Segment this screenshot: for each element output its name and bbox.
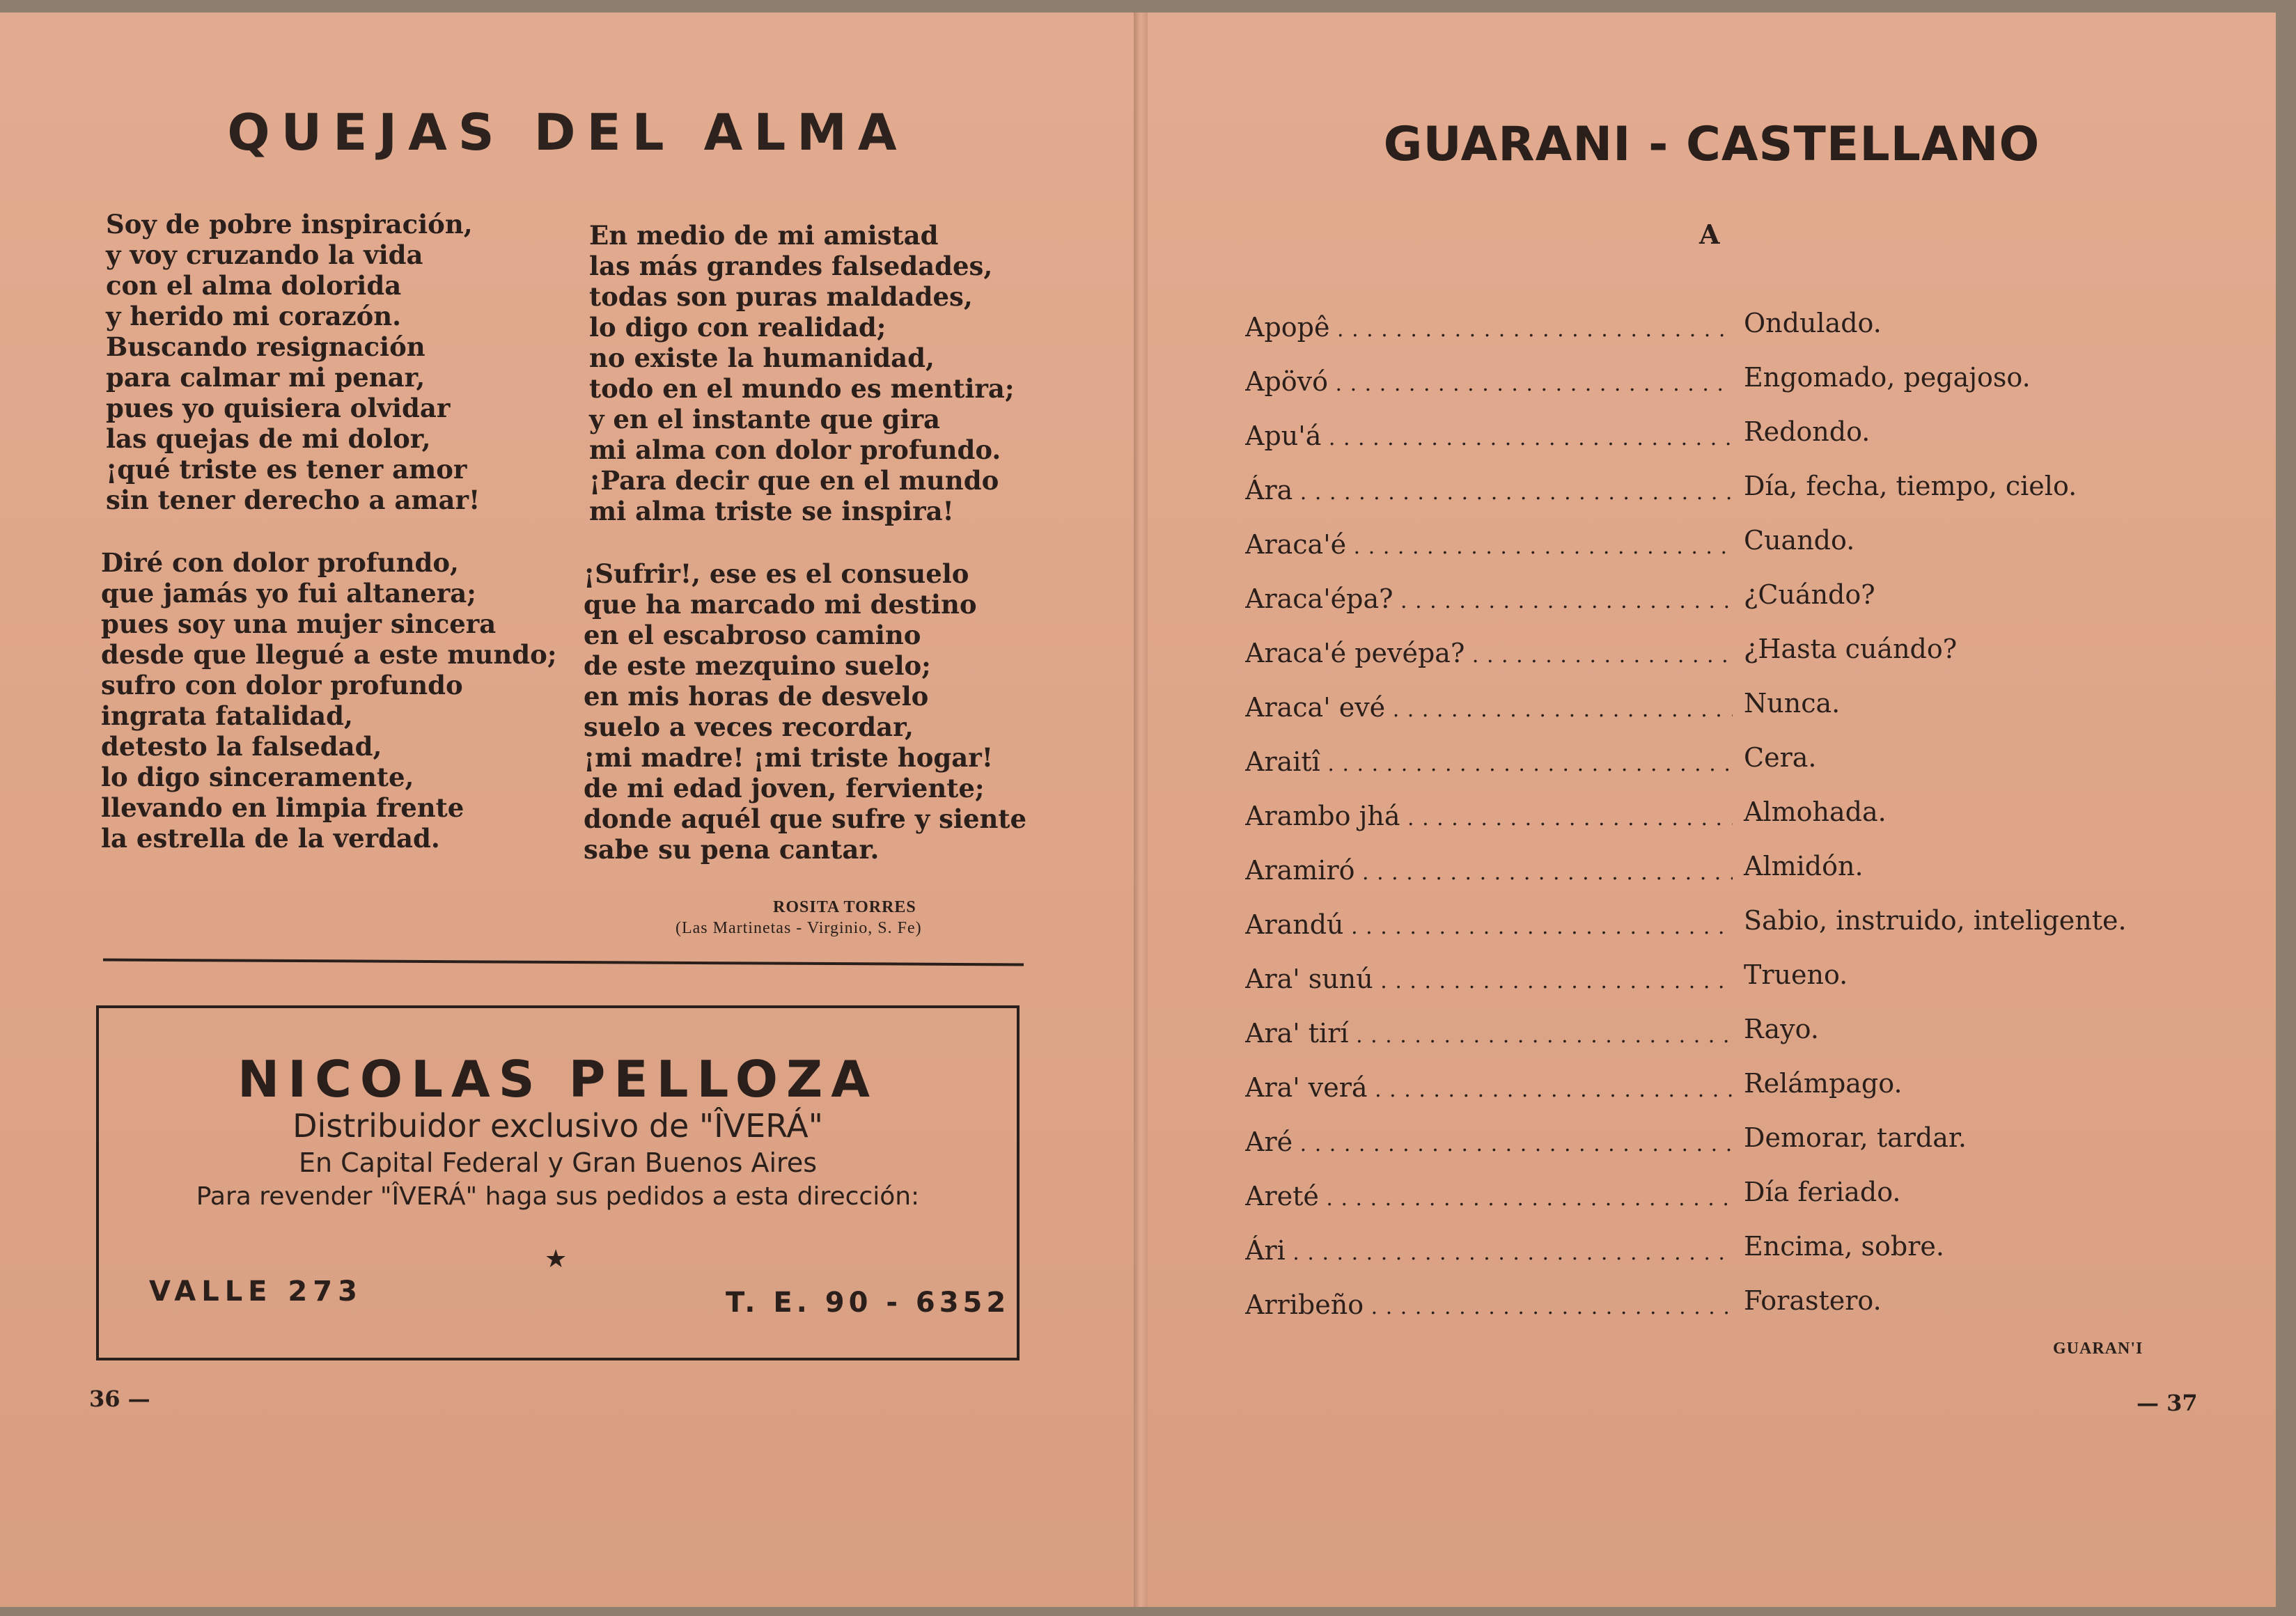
poem-line: las más grandes falsedades, — [589, 251, 993, 281]
poem-line: ingrata fatalidad, — [101, 700, 353, 731]
poem-line: lo digo con realidad; — [589, 312, 887, 343]
poem-line: lo digo sinceramente, — [101, 762, 414, 792]
spanish-definition: ¿Cuándo? — [1744, 579, 1875, 610]
poem-author-location: (Las Martinetas - Virginio, S. Fe) — [675, 919, 922, 937]
poem-line: detesto la falsedad, — [101, 731, 382, 762]
poem-stanza — [589, 220, 1015, 526]
guarani-term: Ara' sunú . . . — [1245, 964, 1733, 998]
dictionary-entry — [1245, 1004, 2262, 1058]
dictionary-entry — [1245, 1058, 2262, 1113]
spanish-definition: Relámpago. — [1744, 1068, 1903, 1099]
page-number-right: — 37 — [2137, 1390, 2198, 1416]
poem-line: ¡Sufrir!, ese es el consuelo — [584, 558, 969, 589]
dictionary-entry — [1245, 841, 2262, 895]
poem-line: con el alma dolorida — [106, 270, 402, 301]
advertisement-phone: T. E. 90 - 6352 — [726, 1287, 1010, 1319]
guarani-term: Ara' tirí . . . — [1245, 1018, 1733, 1053]
spanish-definition: Sabio, instruido, inteligente. — [1744, 905, 2127, 936]
guarani-term: Araca'é . . . — [1245, 529, 1733, 564]
dictionary-entry — [1245, 570, 2262, 624]
poem-line: desde que llegué a este mundo; — [101, 639, 557, 670]
dictionary-entry — [1245, 950, 2262, 1004]
spanish-definition: Almidón. — [1744, 851, 1864, 881]
poem-title: QUEJAS DEL ALMA — [227, 103, 908, 162]
guarani-term: Apopê . . . — [1245, 312, 1733, 347]
poem-line: no existe la humanidad, — [589, 343, 935, 373]
poem-line: mi alma con dolor profundo. — [589, 434, 1001, 465]
poem-line: pues soy una mujer sincera — [101, 609, 497, 639]
poem-line: En medio de mi amistad — [589, 220, 939, 251]
left-page — [0, 13, 1137, 1607]
right-page — [1148, 13, 2276, 1607]
dictionary-entry — [1245, 624, 2262, 678]
advertisement-tagline: Distribuidor exclusivo de "ÎVERÁ" — [292, 1107, 823, 1145]
advertisement-instructions: Para revender "ÎVERÁ" haga sus pedidos a esta dirección: — [196, 1182, 920, 1211]
poem-line: Soy de pobre inspiración, — [106, 209, 473, 240]
guarani-term: Ára . . . — [1245, 475, 1733, 510]
spanish-definition: Demorar, tardar. — [1744, 1122, 1967, 1153]
dictionary-entry — [1245, 1276, 2262, 1330]
poem-line: todo en el mundo es mentira; — [589, 373, 1015, 404]
guarani-term: Apu'á . . . — [1245, 421, 1733, 455]
spanish-definition: Almohada. — [1744, 797, 1887, 827]
poem-line: Buscando resignación — [106, 331, 425, 362]
poem-line: llevando en limpia frente — [101, 792, 464, 823]
spanish-definition: Rayo. — [1744, 1014, 1819, 1044]
section-letter: A — [1699, 219, 1720, 250]
dictionary-entry — [1245, 895, 2262, 950]
poem-line: en mis horas de desvelo — [584, 681, 929, 712]
poem-line: mi alma triste se inspira! — [589, 496, 954, 526]
dictionary-entry — [1245, 515, 2262, 570]
poem-line: donde aquél que sufre y siente — [584, 803, 1027, 834]
poem-line: sin tener derecho a amar! — [106, 485, 481, 515]
poem-line: todas son puras maldades, — [589, 281, 973, 312]
spanish-definition: Nunca. — [1744, 688, 1841, 719]
spanish-definition: Encima, sobre. — [1744, 1231, 1944, 1262]
guarani-term: Araca'épa? . . . — [1245, 583, 1733, 618]
poem-line: sabe su pena cantar. — [584, 834, 880, 865]
guarani-term: Aré . . . — [1245, 1127, 1733, 1161]
spanish-definition: Ondulado. — [1744, 308, 1882, 338]
guarani-term: Ara' verá . . . — [1245, 1072, 1733, 1107]
guarani-term: Areté . . . — [1245, 1181, 1733, 1216]
poem-line: y herido mi corazón. — [106, 301, 402, 331]
poem-author: ROSITA TORRES — [773, 898, 916, 916]
guarani-term: Arribeño . . . — [1245, 1289, 1733, 1324]
dictionary-entry — [1245, 298, 2262, 352]
advertiser-name: NICOLAS PELLOZA — [237, 1050, 878, 1108]
spanish-definition: Trueno. — [1744, 959, 1848, 990]
spanish-definition: Cuando. — [1744, 525, 1855, 556]
poem-line: y en el instante que gira — [589, 404, 941, 434]
advertisement-region: En Capital Federal y Gran Buenos Aires — [298, 1147, 818, 1178]
dictionary-entry — [1245, 678, 2262, 732]
poem-line: pues yo quisiera olvidar — [106, 393, 451, 423]
spanish-definition: Engomado, pegajoso. — [1744, 362, 2031, 393]
dictionary-entry — [1245, 787, 2262, 841]
poem-line: de este mezquino suelo; — [584, 650, 931, 681]
spanish-definition: Forastero. — [1744, 1285, 1882, 1316]
guarani-term: Ári . . . — [1245, 1235, 1733, 1270]
guarani-term: Apövó . . . — [1245, 366, 1733, 401]
dictionary-entry — [1245, 1167, 2262, 1221]
poem-line: las quejas de mi dolor, — [106, 423, 431, 454]
poem-stanza — [106, 209, 480, 515]
spanish-definition: ¿Hasta cuándo? — [1744, 634, 1958, 664]
guarani-term: Arandú . . . — [1245, 909, 1733, 944]
dictionary-entry — [1245, 407, 2262, 461]
dictionary-entry — [1245, 1113, 2262, 1167]
poem-line: en el escabroso camino — [584, 620, 921, 650]
guarani-term: Araca' evé . . . — [1245, 692, 1733, 727]
guarani-term: Araca'é pevépa? . . . — [1245, 638, 1733, 673]
page-number-left: 36 — — [89, 1386, 150, 1412]
poem-line: para calmar mi penar, — [106, 362, 425, 393]
dictionary-entries — [1245, 298, 2262, 1330]
advertisement-box — [96, 1005, 1020, 1360]
poem-line: sufro con dolor profundo — [101, 670, 463, 700]
poem-line: y voy cruzando la vida — [106, 240, 423, 270]
poem-line: que ha marcado mi destino — [584, 589, 977, 620]
dictionary-entry — [1245, 352, 2262, 407]
poem-line: ¡qué triste es tener amor — [106, 454, 467, 485]
dictionary-entry — [1245, 732, 2262, 787]
poem-line: la estrella de la verdad. — [101, 823, 440, 854]
poem-stanza — [101, 547, 556, 854]
guarani-term: Arambo jhá . . . — [1245, 801, 1733, 836]
poem-line: suelo a veces recordar, — [584, 712, 914, 742]
poem-line: de mi edad joven, ferviente; — [584, 773, 985, 803]
advertisement-address: VALLE 273 — [149, 1276, 363, 1308]
spanish-definition: Redondo. — [1744, 416, 1871, 447]
poem-line: Diré con dolor profundo, — [101, 547, 459, 578]
poem-line: ¡mi madre! ¡mi triste hogar! — [584, 742, 993, 773]
book-spine — [1134, 13, 1149, 1607]
spanish-definition: Día feriado. — [1744, 1177, 1901, 1207]
footer-mark: GUARAN'I — [2053, 1340, 2143, 1358]
star-icon: ★ — [545, 1245, 568, 1273]
dictionary-entry — [1245, 461, 2262, 515]
poem-stanza — [584, 558, 1026, 865]
spanish-definition: Día, fecha, tiempo, cielo. — [1744, 471, 2077, 501]
guarani-term: Aramiró . . . — [1245, 855, 1733, 890]
spanish-definition: Cera. — [1744, 742, 1817, 773]
poem-line: ¡Para decir que en el mundo — [589, 465, 999, 496]
dictionary-title: GUARANI - CASTELLANO — [1383, 117, 2040, 172]
guarani-term: Araitî . . . — [1245, 746, 1733, 781]
section-divider — [103, 959, 1024, 966]
poem-line: que jamás yo fui altanera; — [101, 578, 476, 609]
dictionary-entry — [1245, 1221, 2262, 1276]
